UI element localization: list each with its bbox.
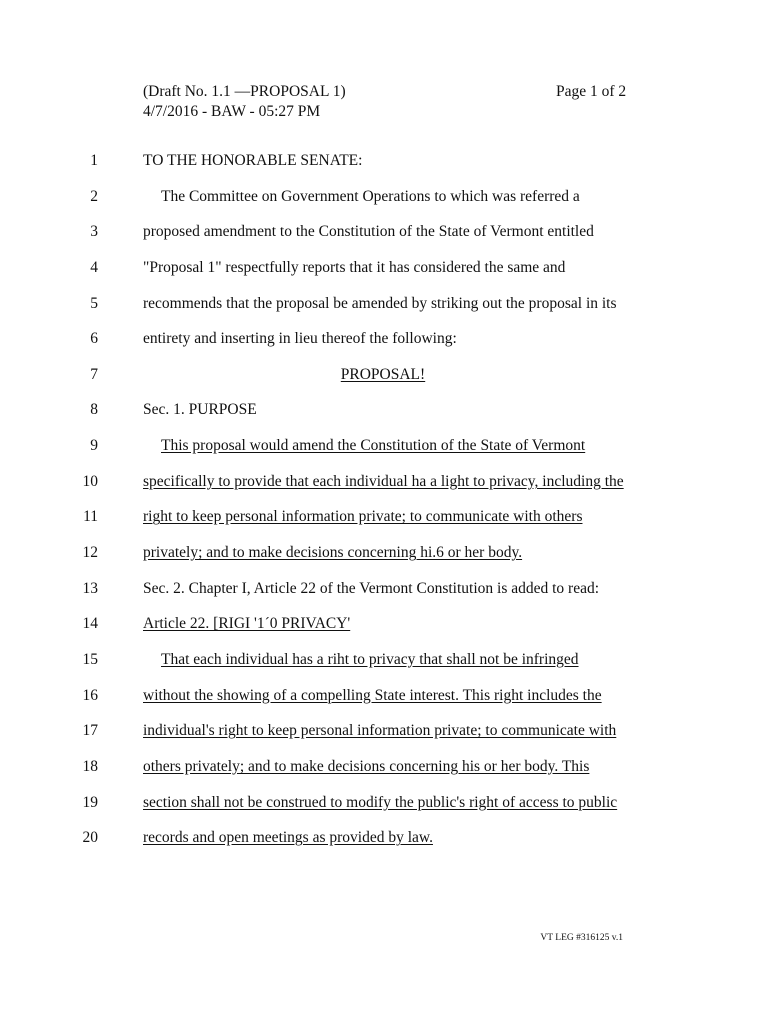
inserted-text: privately; and to make decisions concerning hi.6 or her body. bbox=[143, 544, 523, 562]
date-stamp: 4/7/2016 - BAW - 05:27 PM bbox=[143, 103, 321, 120]
line-number: 13 bbox=[82, 579, 98, 597]
line-text bbox=[161, 650, 661, 670]
line-text: The Committee on Government Operations to which was referred a bbox=[161, 187, 580, 205]
line-text bbox=[143, 757, 643, 777]
inserted-text: specifically to provide that each individual ha a light to privacy, including the bbox=[143, 472, 624, 490]
line-number: 16 bbox=[82, 686, 98, 704]
line-2 bbox=[0, 187, 770, 223]
line-number: 7 bbox=[90, 365, 98, 383]
line-15 bbox=[0, 650, 770, 686]
line-9 bbox=[0, 436, 770, 472]
line-19 bbox=[0, 793, 770, 829]
line-13 bbox=[0, 579, 770, 615]
proposal-heading bbox=[143, 365, 623, 385]
line-18 bbox=[0, 757, 770, 793]
inserted-text: without the showing of a compelling State interest. This right includes the bbox=[143, 686, 602, 704]
inserted-text: right to keep personal information private; to communicate with others bbox=[143, 508, 583, 526]
line-text bbox=[143, 543, 643, 563]
section-heading: Sec. 1. PURPOSE bbox=[143, 401, 257, 419]
line-text bbox=[143, 828, 643, 848]
article-heading bbox=[143, 614, 643, 634]
inserted-text: This proposal would amend the Constitution of the State of Vermont bbox=[161, 437, 586, 455]
draft-label: (Draft No. 1.1 —PROPOSAL 1) bbox=[143, 83, 346, 100]
inserted-text: individual's right to keep personal information private; to communicate with bbox=[143, 722, 617, 740]
line-text: entirety and inserting in lieu thereof the following: bbox=[143, 330, 457, 348]
line-number: 3 bbox=[90, 223, 98, 241]
line-7 bbox=[0, 365, 770, 401]
line-4 bbox=[0, 258, 770, 294]
line-number: 19 bbox=[82, 793, 98, 811]
line-number: 2 bbox=[90, 187, 98, 205]
line-number: 18 bbox=[82, 757, 98, 775]
line-text: TO THE HONORABLE SENATE: bbox=[143, 152, 363, 169]
numbered-lines bbox=[0, 151, 770, 864]
line-number: 14 bbox=[82, 615, 98, 633]
line-number: 12 bbox=[82, 544, 98, 562]
line-number: 6 bbox=[90, 330, 98, 348]
line-text bbox=[143, 793, 643, 813]
line-14 bbox=[0, 614, 770, 650]
line-number: 17 bbox=[82, 722, 98, 740]
line-3 bbox=[0, 222, 770, 258]
line-20 bbox=[0, 828, 770, 864]
line-8 bbox=[0, 400, 770, 436]
line-text: recommends that the proposal be amended by striking out the proposal in its bbox=[143, 294, 617, 312]
line-number: 8 bbox=[90, 401, 98, 419]
line-number: 1 bbox=[90, 152, 98, 169]
inserted-text: others privately; and to make decisions concerning his or her body. This bbox=[143, 757, 590, 775]
line-number: 10 bbox=[82, 472, 98, 490]
line-5 bbox=[0, 294, 770, 330]
inserted-text: records and open meetings as provided by law. bbox=[143, 829, 433, 847]
line-number: 11 bbox=[83, 508, 98, 526]
line-text bbox=[143, 721, 643, 741]
line-1 bbox=[0, 151, 770, 187]
line-text bbox=[161, 436, 661, 456]
line-number: 9 bbox=[90, 437, 98, 455]
line-number: 5 bbox=[90, 294, 98, 312]
line-text bbox=[143, 686, 643, 706]
line-12 bbox=[0, 543, 770, 579]
line-16 bbox=[0, 686, 770, 722]
line-text: proposed amendment to the Constitution of the State of Vermont entitled bbox=[143, 223, 594, 241]
line-6 bbox=[0, 329, 770, 365]
line-text bbox=[143, 472, 643, 492]
line-text: PROPOSAL! bbox=[340, 365, 426, 383]
line-number: 4 bbox=[90, 258, 98, 276]
line-number: 15 bbox=[82, 650, 98, 668]
line-text: "Proposal 1" respectfully reports that it has considered the same and bbox=[143, 258, 566, 276]
inserted-text: Article 22. [RIGI '1´0 PRIVACY' bbox=[143, 615, 351, 633]
line-11 bbox=[0, 507, 770, 543]
inserted-text: That each individual has a riht to privacy that shall not be infringed bbox=[161, 650, 579, 668]
line-number: 20 bbox=[82, 829, 98, 847]
document-id-footer: VT LEG #316125 v.1 bbox=[540, 933, 623, 943]
line-17 bbox=[0, 721, 770, 757]
page-indicator: Page 1 of 2 bbox=[556, 83, 627, 100]
inserted-text: section shall not be construed to modify the public's right of access to public bbox=[143, 793, 618, 811]
line-10 bbox=[0, 472, 770, 508]
line-text bbox=[143, 507, 643, 527]
section-heading: Sec. 2. Chapter I, Article 22 of the Vermont Constitution is added to read: bbox=[143, 579, 600, 597]
document-header bbox=[143, 82, 346, 122]
